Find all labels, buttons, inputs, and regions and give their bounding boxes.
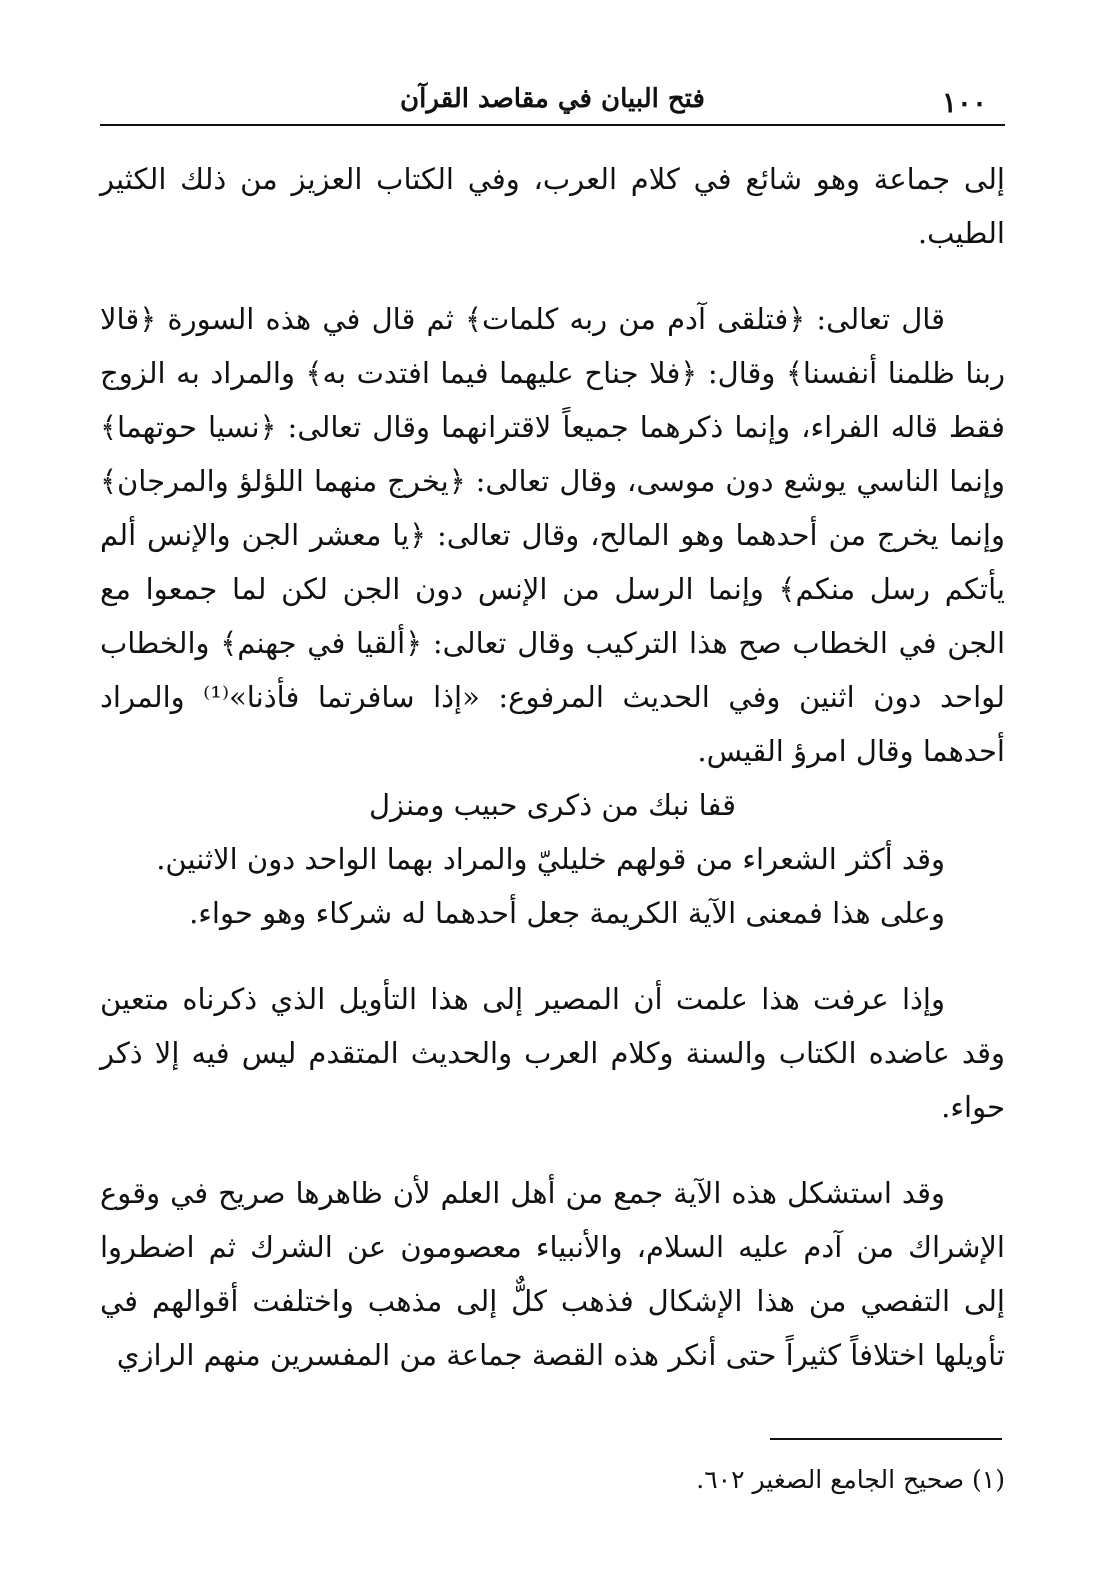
paragraph-2: قال تعالى: ﴿فتلقى آدم من ربه كلمات﴾ ثم قال في هذه السورة ﴿قالا ربنا ظلمنا أنفسنا﴾ وقال: ﴿فلا جناح عليهما فيما افتدت به﴾ والمراد به الزوج فقط قاله الفراء، وإنما ذكرهما جميعاً لاقترانهما وقال تعالى: ﴿نسيا حوتهما﴾ وإنما الناسي يوشع دون موسى، وقال تعالى: ﴿يخرج منهما اللؤلؤ والمرجان﴾ وإنما يخرج من أحدهما وهو المالح، وقال تعالى: ﴿يا معشر الجن والإنس ألم يأتكم رسل منكم﴾ وإنما الرسل من الإنس دون الجن لكن لما جمعوا مع الجن في الخطاب صح هذا التركيب وقال تعالى: ﴿ألقيا في جهنم﴾ والخطاب لواحد دون اثنين وفي الحديث المرفوع: «إذا سافرتما فأذنا»⁽¹⁾ والمراد أحدهما وقال امرؤ القيس. xyxy=(100,302,1005,768)
page-number: ١٠٠ xyxy=(941,86,987,119)
header-rule xyxy=(100,124,1005,126)
footnote: (١) صحيح الجامع الصغير ٦٠٢. xyxy=(696,1465,1005,1494)
main-text xyxy=(100,152,1005,1382)
paragraph-5: وإذا عرفت هذا علمت أن المصير إلى هذا التأويل الذي ذكرناه متعين وقد عاضده الكتاب والسنة وكلام العرب والحديث المتقدم ليس فيه إلا ذكر حواء. xyxy=(100,982,1005,1124)
paragraph-3: وقد أكثر الشعراء من قولهم خليليّ والمراد بهما الواحد دون الاثنين. xyxy=(156,842,945,876)
paragraph-4: وعلى هذا فمعنى الآية الكريمة جعل أحدهما له شركاء وهو حواء. xyxy=(189,896,945,930)
poetry-verse: قفا نبك من ذكرى حبيب ومنزل xyxy=(368,788,737,822)
running-title: فتح البيان في مقاصد القرآن xyxy=(400,84,705,114)
page-header xyxy=(100,74,1005,126)
paragraph-6: وقد استشكل هذه الآية جمع من أهل العلم لأن ظاهرها صريح في وقوع الإشراك من آدم عليه السلام، والأنبياء معصومون عن الشرك ثم اضطروا إلى التفصي من هذا الإشكال فذهب كلٌّ إلى مذهب واختلفت أقوالهم في تأويلها اختلافاً كثيراً حتى أنكر هذه القصة جماعة من المفسرين منهم الرازي xyxy=(100,1176,1005,1372)
footnote-rule xyxy=(770,1438,1002,1440)
paragraph-1: إلى جماعة وهو شائع في كلام العرب، وفي الكتاب العزيز من ذلك الكثير الطيب. xyxy=(100,162,1005,250)
